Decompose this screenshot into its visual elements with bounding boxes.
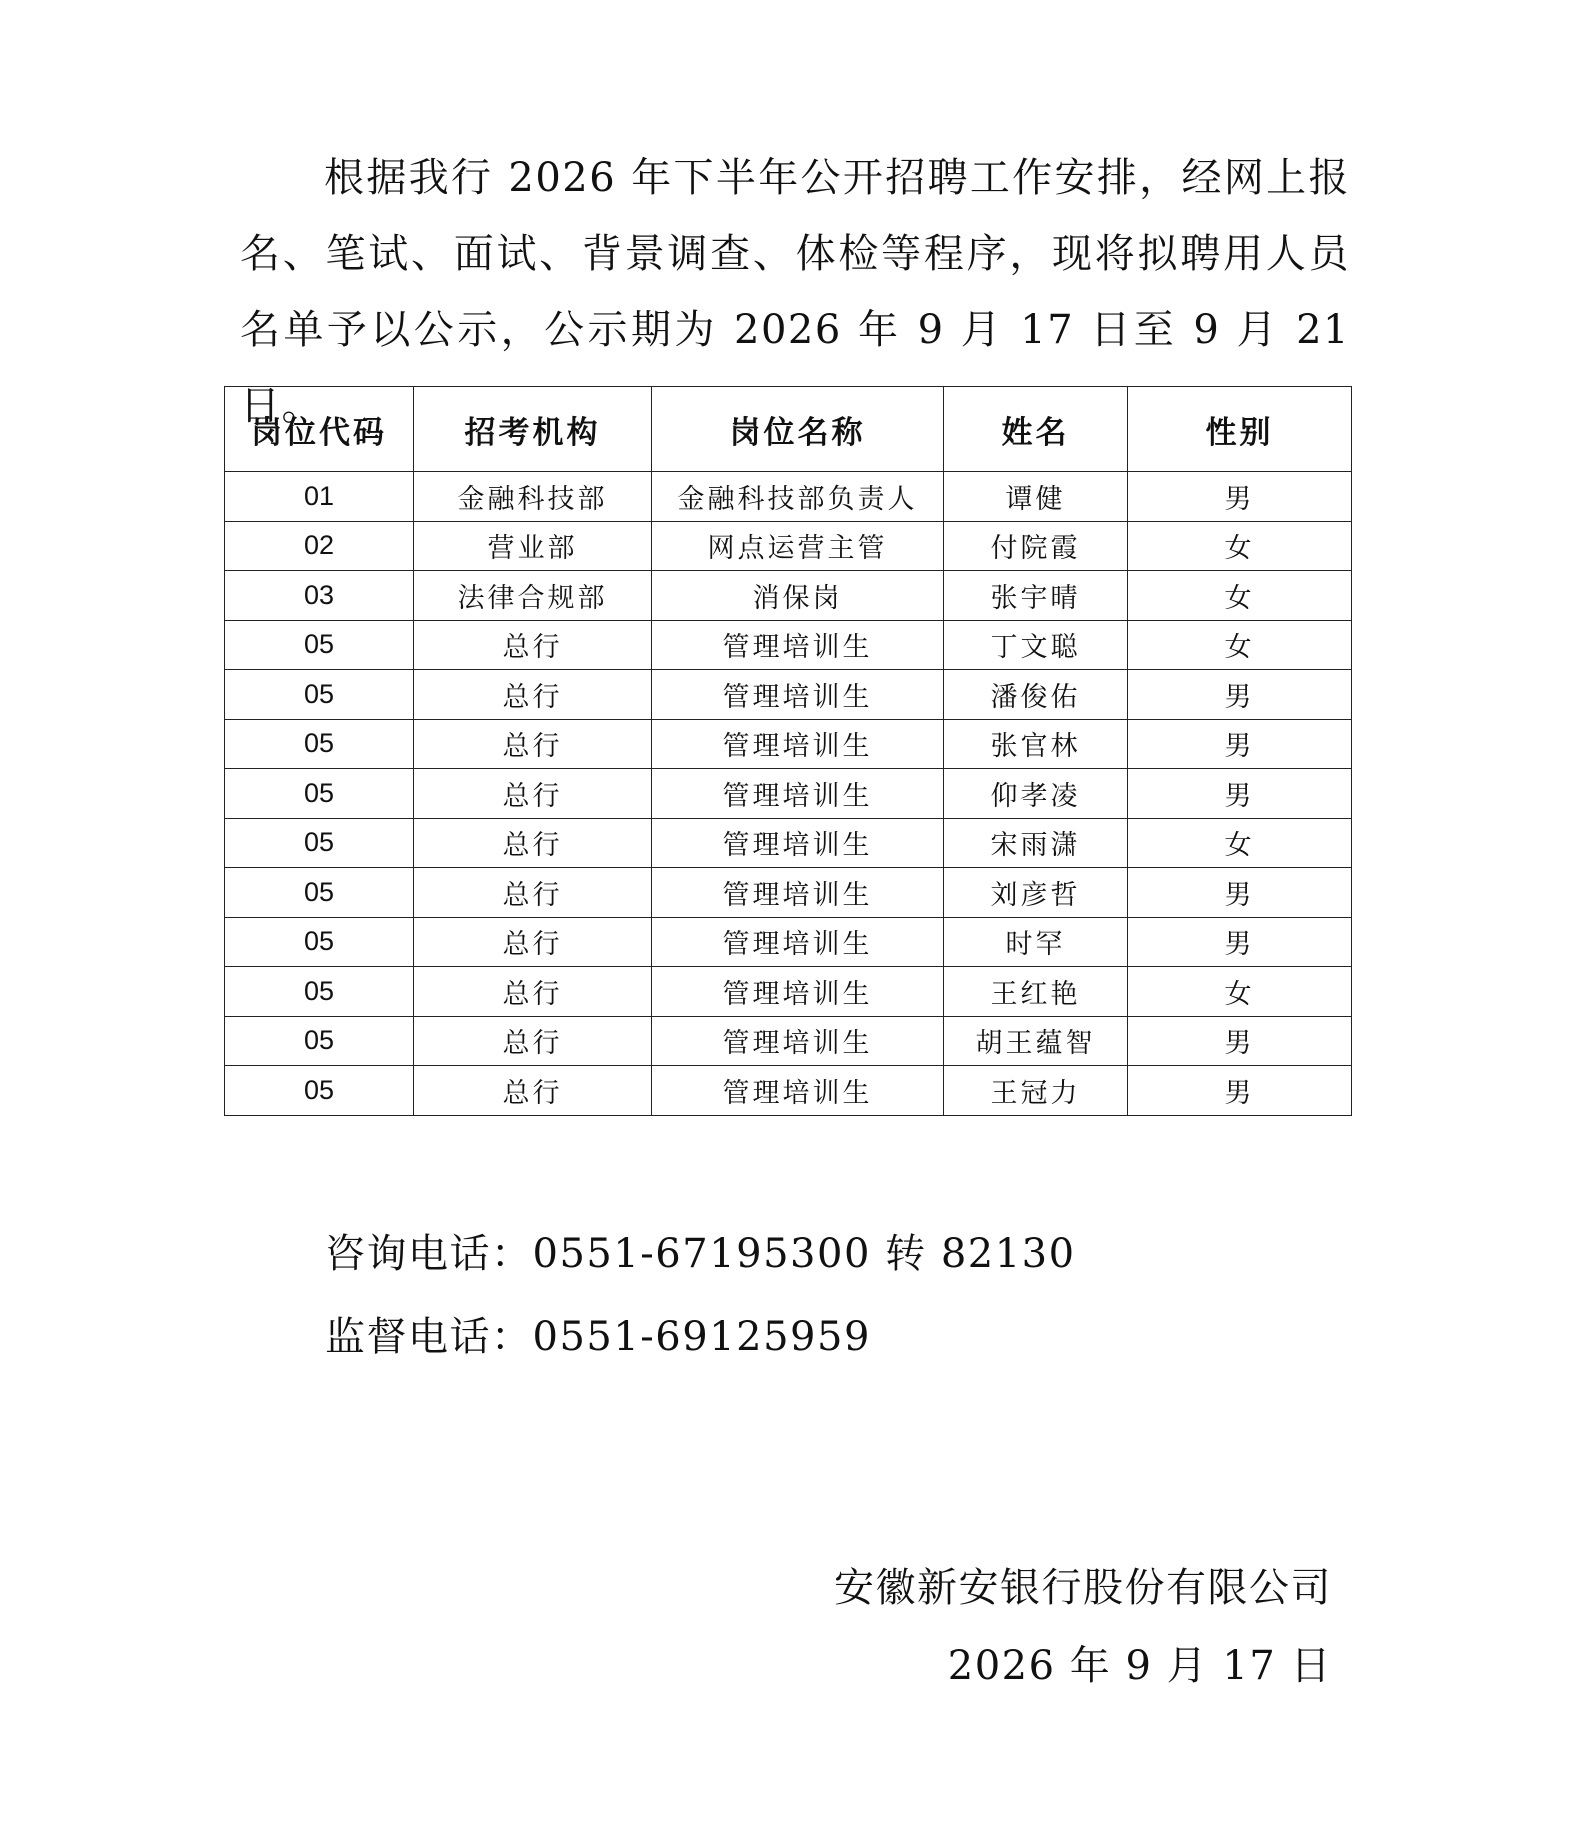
cell-code: 05 [225,670,414,720]
cell-code: 05 [225,868,414,918]
cell-code: 05 [225,1016,414,1066]
intro-paragraph: 根据我行 2026 年下半年公开招聘工作安排，经网上报名、笔试、面试、背景调查、体检等程序，现将拟聘用人员名单予以公示，公示期为 2026 年 9 月 17 日至 9 月 21 日。 [240,155,1350,429]
cell-gender: 男 [1128,670,1352,720]
cell-gender: 女 [1128,571,1352,621]
cell-org: 总行 [414,670,652,720]
cell-gender: 女 [1128,620,1352,670]
cell-org: 总行 [414,1066,652,1116]
cell-name: 仰孝凌 [944,769,1128,819]
cell-gender: 女 [1128,818,1352,868]
cell-position: 管理培训生 [652,868,944,918]
table-row [225,917,1352,967]
cell-code: 05 [225,769,414,819]
cell-position: 管理培训生 [652,1066,944,1116]
cell-gender: 男 [1128,472,1352,522]
cell-code: 05 [225,1066,414,1116]
cell-code: 05 [225,818,414,868]
cell-name: 时罕 [944,917,1128,967]
hire-list-table [224,386,1352,1116]
table-row [225,1016,1352,1066]
table-row [225,719,1352,769]
cell-name: 王冠力 [944,1066,1128,1116]
cell-position: 管理培训生 [652,967,944,1017]
cell-org: 总行 [414,967,652,1017]
header-name: 姓名 [944,387,1128,472]
cell-gender: 男 [1128,769,1352,819]
cell-code: 01 [225,472,414,522]
table-row [225,670,1352,720]
cell-position: 消保岗 [652,571,944,621]
header-position-code: 岗位代码 [225,387,414,472]
cell-name: 张官林 [944,719,1128,769]
cell-name: 张宇晴 [944,571,1128,621]
cell-position: 管理培训生 [652,620,944,670]
cell-name: 谭健 [944,472,1128,522]
cell-gender: 男 [1128,917,1352,967]
cell-gender: 女 [1128,967,1352,1017]
cell-code: 05 [225,719,414,769]
table-row [225,620,1352,670]
cell-gender: 男 [1128,1016,1352,1066]
cell-gender: 女 [1128,521,1352,571]
cell-name: 王红艳 [944,967,1128,1017]
cell-name: 宋雨潇 [944,818,1128,868]
cell-org: 营业部 [414,521,652,571]
cell-org: 总行 [414,769,652,819]
cell-code: 05 [225,917,414,967]
header-position-name: 岗位名称 [652,387,944,472]
table-row [225,1066,1352,1116]
table-row [225,818,1352,868]
cell-position: 管理培训生 [652,818,944,868]
cell-position: 网点运营主管 [652,521,944,571]
cell-name: 胡王蕴智 [944,1016,1128,1066]
header-recruiting-org: 招考机构 [414,387,652,472]
cell-position: 管理培训生 [652,670,944,720]
table-row [225,769,1352,819]
consult-phone: 咨询电话：0551-67195300 转 82130 [325,1231,1076,1277]
signature-date: 2026 年 9 月 17 日 [947,1643,1332,1689]
cell-name: 潘俊佑 [944,670,1128,720]
cell-code: 05 [225,967,414,1017]
table-row [225,868,1352,918]
cell-org: 法律合规部 [414,571,652,621]
cell-org: 总行 [414,917,652,967]
table-row [225,967,1352,1017]
cell-position: 管理培训生 [652,769,944,819]
table-row [225,571,1352,621]
table-header-row [225,387,1352,472]
cell-position: 管理培训生 [652,917,944,967]
cell-gender: 男 [1128,1066,1352,1116]
cell-position: 管理培训生 [652,719,944,769]
signature-organization: 安徽新安银行股份有限公司 [834,1565,1332,1611]
cell-position: 管理培训生 [652,1016,944,1066]
cell-gender: 男 [1128,719,1352,769]
cell-code: 03 [225,571,414,621]
cell-code: 02 [225,521,414,571]
header-gender: 性别 [1128,387,1352,472]
cell-name: 刘彦哲 [944,868,1128,918]
cell-org: 总行 [414,1016,652,1066]
cell-org: 金融科技部 [414,472,652,522]
cell-name: 付院霞 [944,521,1128,571]
cell-org: 总行 [414,719,652,769]
cell-org: 总行 [414,818,652,868]
table-row [225,472,1352,522]
cell-name: 丁文聪 [944,620,1128,670]
cell-org: 总行 [414,868,652,918]
supervise-phone: 监督电话：0551-69125959 [325,1314,871,1360]
table-row [225,521,1352,571]
cell-gender: 男 [1128,868,1352,918]
cell-org: 总行 [414,620,652,670]
cell-code: 05 [225,620,414,670]
cell-position: 金融科技部负责人 [652,472,944,522]
